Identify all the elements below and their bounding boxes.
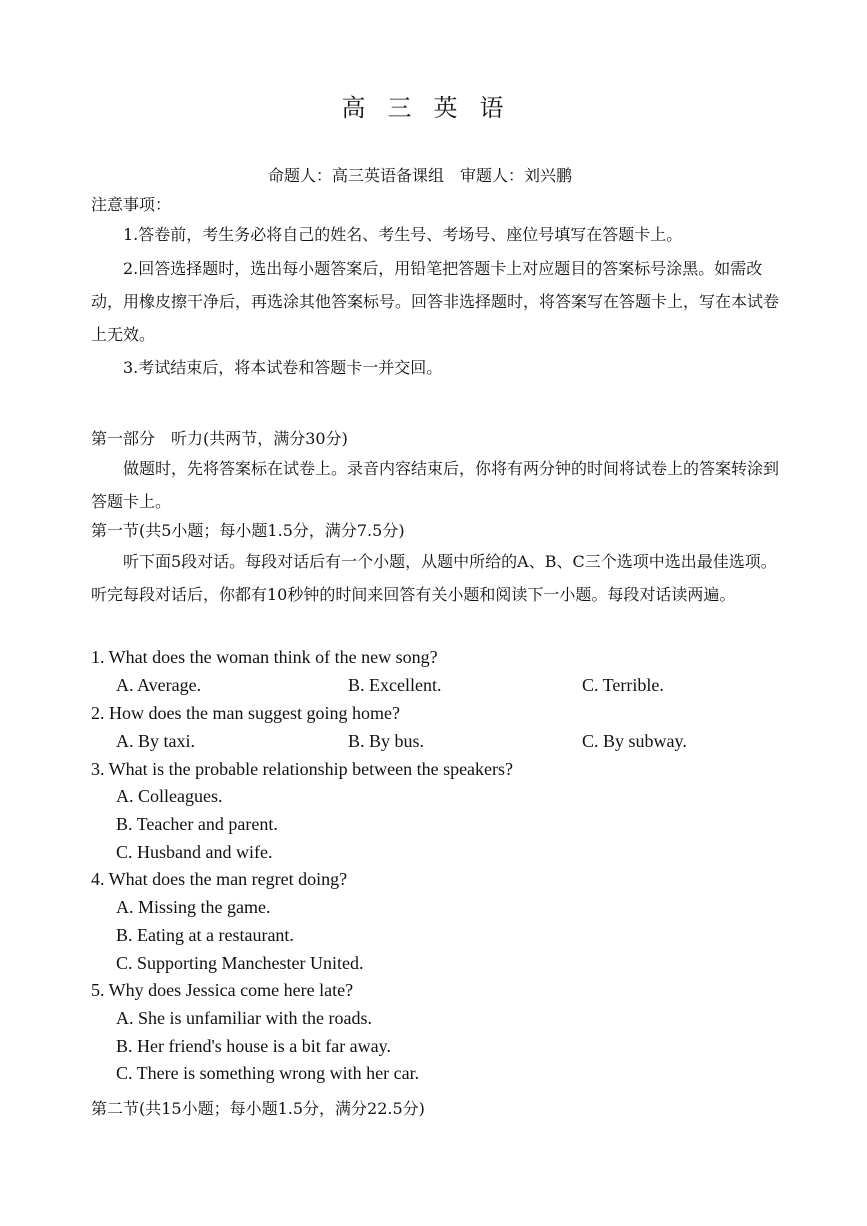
q4-option-b: B. Eating at a restaurant. <box>116 925 294 945</box>
q2-option-b: B. By bus. <box>348 731 425 751</box>
q5-option-c: C. There is something wrong with her car. <box>116 1063 420 1083</box>
authors-line: 命题人：高三英语备课组 审题人：刘兴鹏 <box>268 166 573 185</box>
section1-heading: 第一节(共5小题；每小题1.5分，满分7.5分) <box>91 521 405 540</box>
page-title: 高三英语 <box>341 94 526 122</box>
question-5: 5. Why does Jessica come here late? <box>91 980 354 1000</box>
question-1: 1. What does the woman think of the new song? <box>91 647 438 667</box>
section2-heading: 第二节(共15小题；每小题1.5分，满分22.5分) <box>91 1099 425 1118</box>
q5-option-a: A. She is unfamiliar with the roads. <box>116 1008 372 1028</box>
question-4: 4. What does the man regret doing? <box>91 869 348 889</box>
notice-item-3: 3.考试结束后，将本试卷和答题卡一并交回。 <box>123 358 443 377</box>
q1-option-c: C. Terrible. <box>582 675 664 695</box>
q5-option-b: B. Her friend's house is a bit far away. <box>116 1036 391 1056</box>
q3-option-a: A. Colleagues. <box>116 786 223 806</box>
notice-heading: 注意事项： <box>91 195 172 214</box>
part1-heading: 第一部分 听力(共两节，满分30分) <box>91 429 348 448</box>
notice-item-2: 2.回答选择题时，选出每小题答案后，用铅笔把答题卡上对应题目的答案标号涂黑。如需改动，用橡皮擦干净后，再选涂其他答案标号。回答非选择题时，将答案写在答题卡上，写在本试卷上无效。 <box>91 259 780 344</box>
q1-option-a: A. Average. <box>116 675 202 695</box>
q3-option-b: B. Teacher and parent. <box>116 814 278 834</box>
section1-instruction: 听下面5段对话。每段对话后有一个小题，从题中所给的A、B、C三个选项中选出最佳选项。听完每段对话后，你都有10秒钟的时间来回答有关小题和阅读下一小题。每段对话读两遍。 <box>91 552 777 604</box>
q2-option-a: A. By taxi. <box>116 731 195 751</box>
q2-option-c: C. By subway. <box>582 731 687 751</box>
q3-option-c: C. Husband and wife. <box>116 842 273 862</box>
q1-option-b: B. Excellent. <box>348 675 442 695</box>
q4-option-c: C. Supporting Manchester United. <box>116 953 364 973</box>
question-3: 3. What is the probable relationship between the speakers? <box>91 759 514 779</box>
part1-instruction: 做题时，先将答案标在试卷上。录音内容结束后，你将有两分钟的时间将试卷上的答案转涂到答题卡上。 <box>91 459 780 511</box>
notice-item-1: 1.答卷前，考生务必将自己的姓名、考生号、考场号、座位号填写在答题卡上。 <box>123 225 683 244</box>
question-2: 2. How does the man suggest going home? <box>91 703 400 723</box>
q4-option-a: A. Missing the game. <box>116 897 271 917</box>
